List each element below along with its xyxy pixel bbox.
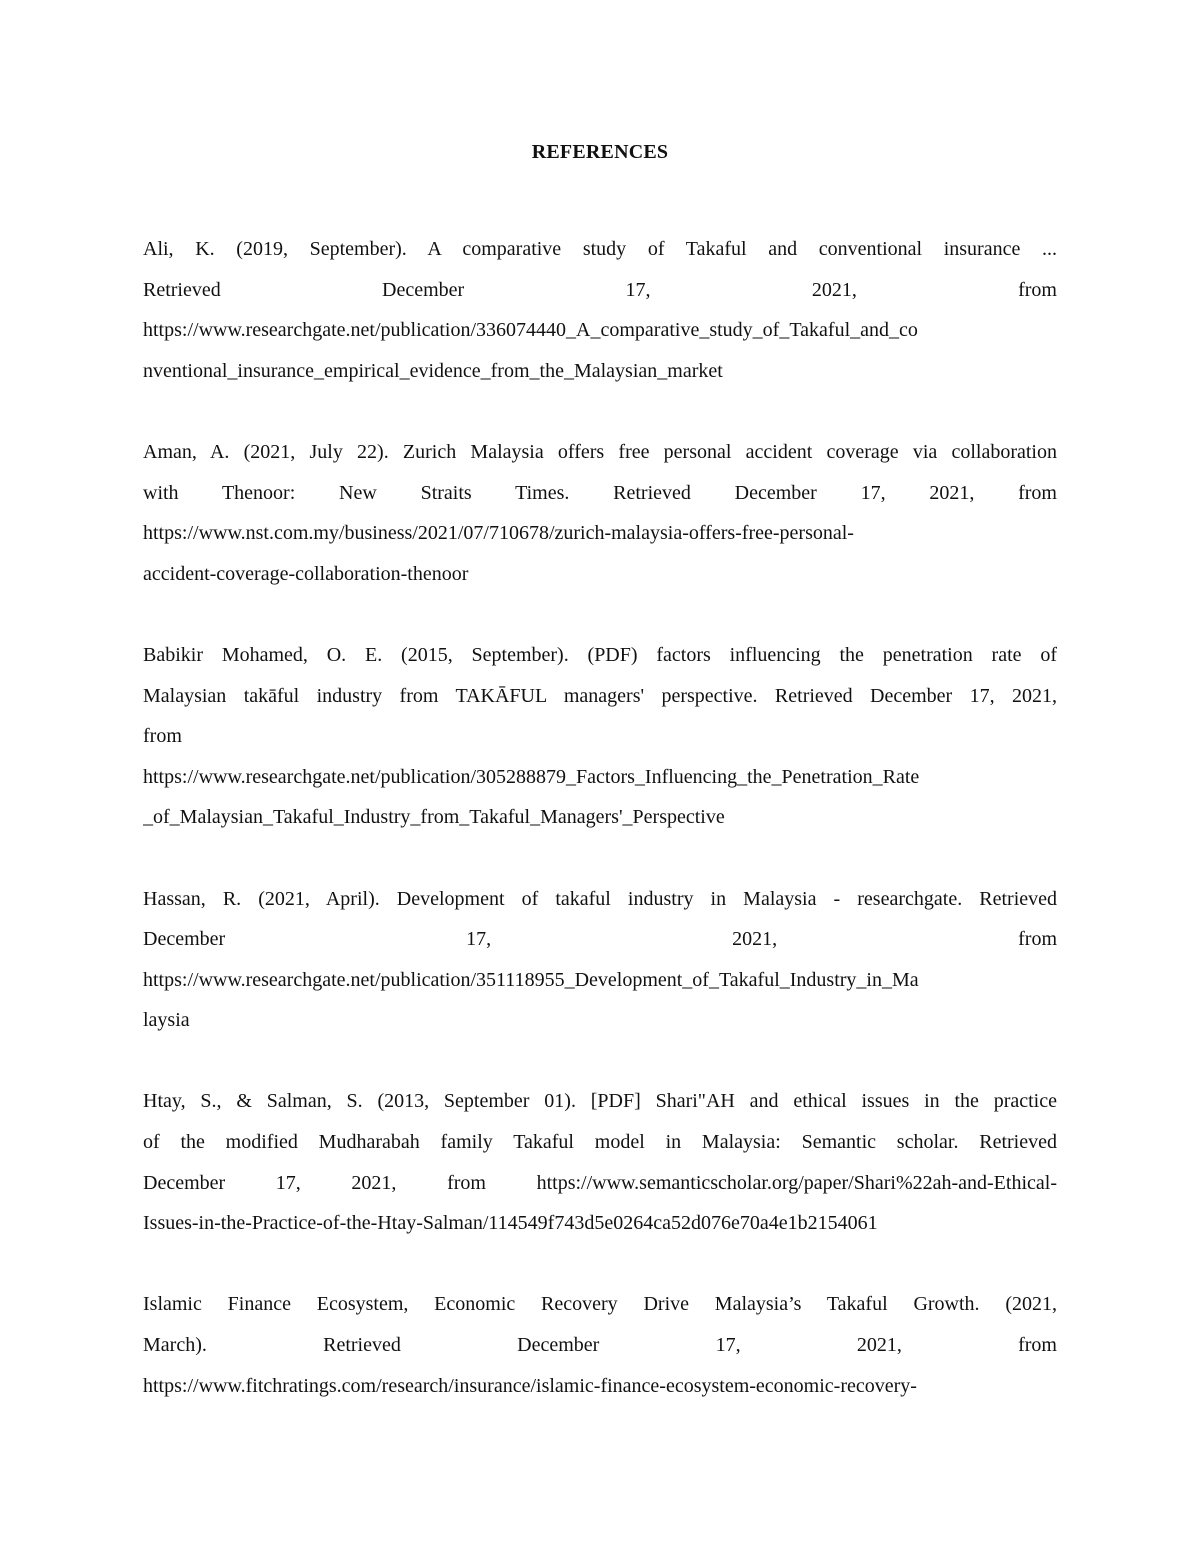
reference-entry (143, 879, 1057, 1041)
entry-spacer (143, 1244, 1057, 1285)
reference-entry (143, 229, 1057, 391)
reference-line: accident-coverage-collaboration-thenoor (143, 562, 469, 585)
reference-line: laysia (143, 1009, 190, 1032)
reference-line: with Thenoor: New Straits Times. Retrieved December 17, 2021, from (143, 481, 1057, 504)
references-list (143, 229, 1057, 1406)
reference-line: https://www.researchgate.net/publication/336074440_A_comparative_study_of_Takaful_and_co (143, 319, 918, 342)
reference-entry (143, 1284, 1057, 1406)
reference-line: nventional_insurance_empirical_evidence_from_the_Malaysian_market (143, 359, 723, 382)
reference-entry (143, 1081, 1057, 1243)
reference-line: https://www.nst.com.my/business/2021/07/710678/zurich-malaysia-offers-free-personal- (143, 522, 854, 545)
reference-line: https://www.researchgate.net/publication/351118955_Development_of_Takaful_Industry_in_Ma (143, 968, 919, 991)
reference-line: Issues-in-the-Practice-of-the-Htay-Salman/114549f743d5e0264ca52d076e70a4e1b2154061 (143, 1212, 878, 1235)
reference-line: December 17, 2021, from (143, 928, 1057, 951)
reference-entry (143, 635, 1057, 838)
reference-line: Hassan, R. (2021, April). Development of takaful industry in Malaysia - researchgate. Retrieved (143, 887, 1057, 910)
reference-line: Islamic Finance Ecosystem, Economic Recovery Drive Malaysia’s Takaful Growth. (2021, (143, 1293, 1057, 1316)
reference-entry (143, 432, 1057, 594)
reference-line: Retrieved December 17, 2021, from (143, 278, 1057, 301)
reference-line: from (143, 725, 182, 748)
reference-line: Babikir Mohamed, O. E. (2015, September). (PDF) factors influencing the penetration rate of (143, 643, 1057, 666)
reference-line: March). Retrieved December 17, 2021, from (143, 1334, 1057, 1357)
reference-line: Malaysian takāful industry from TAKĀFUL managers' perspective. Retrieved December 17, 2021, (143, 684, 1057, 707)
entry-spacer (143, 838, 1057, 879)
entry-spacer (143, 391, 1057, 432)
reference-line: https://www.researchgate.net/publication/305288879_Factors_Influencing_the_Penetration_Rate (143, 765, 920, 788)
reference-line: December 17, 2021, from https://www.semanticscholar.org/paper/Shari%22ah-and-Ethical- (143, 1171, 1057, 1194)
entry-spacer (143, 1041, 1057, 1082)
reference-line: https://www.fitchratings.com/research/insurance/islamic-finance-ecosystem-economic-recovery- (143, 1374, 917, 1397)
reference-line: _of_Malaysian_Takaful_Industry_from_Takaful_Managers'_Perspective (143, 806, 725, 829)
page-title: REFERENCES (531, 141, 669, 163)
entry-spacer (143, 594, 1057, 635)
reference-line: Ali, K. (2019, September). A comparative study of Takaful and conventional insurance ... (143, 238, 1057, 260)
reference-line: of the modified Mudharabah family Takaful model in Malaysia: Semantic scholar. Retrieved (143, 1131, 1057, 1154)
reference-line: Aman, A. (2021, July 22). Zurich Malaysia offers free personal accident coverage via collaboration (143, 440, 1057, 463)
reference-line: Htay, S., & Salman, S. (2013, September 01). [PDF] Shari"AH and ethical issues in the practice (143, 1090, 1057, 1113)
